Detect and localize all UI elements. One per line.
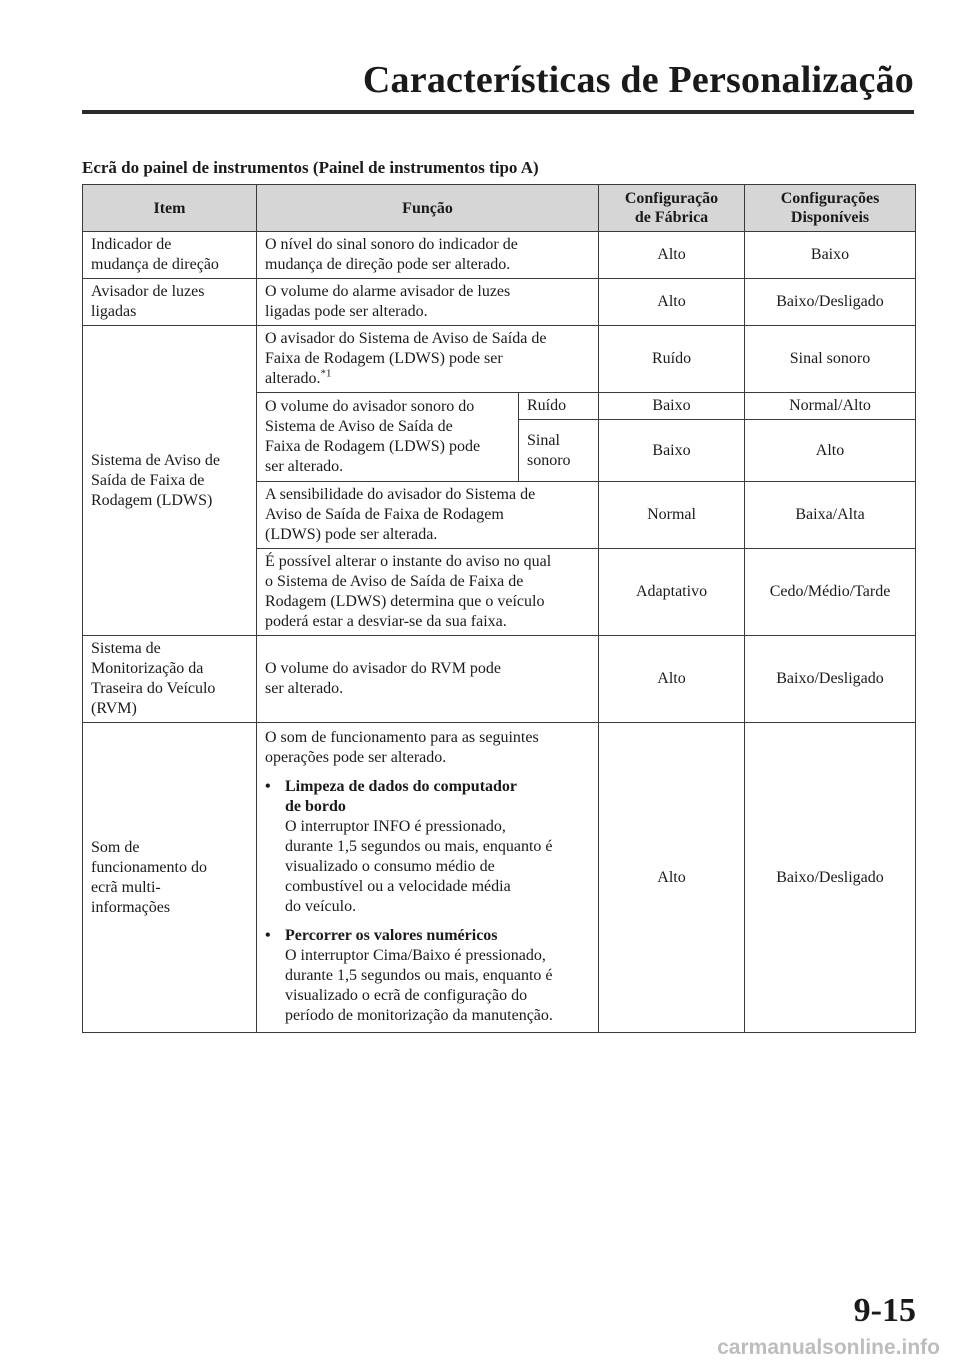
bullet-line: período de monitorização da manutenção. xyxy=(285,1007,553,1024)
funcao-line: ser alterado. xyxy=(265,680,344,697)
item-line: ligadas xyxy=(91,303,137,320)
bullet-line: visualizado o ecrã de configuração do xyxy=(285,987,528,1004)
sub-option-line: sonoro xyxy=(527,451,571,469)
funcao-line: alterado. xyxy=(265,370,321,387)
funcao-line: Faixa de Rodagem (LDWS) pode ser xyxy=(265,350,503,367)
table-row xyxy=(83,279,916,326)
funcao-line: poderá estar a desviar-se da sua faixa. xyxy=(265,613,507,630)
funcao-line: mudança de direção pode ser alterado. xyxy=(265,256,511,273)
bullet-dot: • xyxy=(265,778,271,795)
item-cell xyxy=(83,232,257,279)
table-row xyxy=(83,636,916,723)
funcao-line: O volume do avisador do RVM pode xyxy=(265,660,502,677)
section-title: Ecrã do painel de instrumentos (Painel de instrumentos tipo A) xyxy=(82,158,539,177)
page-header-title: Características de Personalização xyxy=(362,59,914,101)
bullet-item xyxy=(265,777,590,917)
factory-value: Alto xyxy=(599,636,745,723)
available-value: Normal/Alto xyxy=(745,393,916,420)
header-item: Item xyxy=(83,185,257,232)
funcao-cell xyxy=(257,326,599,393)
funcao-line: ligadas pode ser alterado. xyxy=(265,303,428,320)
funcao-line: O avisador do Sistema de Aviso de Saída de xyxy=(265,330,547,347)
funcao-cell xyxy=(257,482,599,549)
factory-value: Baixo xyxy=(599,420,745,482)
item-line: Avisador de luzes xyxy=(91,283,205,300)
available-value: Baixo xyxy=(745,232,916,279)
footnote-marker: *1 xyxy=(320,367,332,380)
item-cell xyxy=(83,636,257,723)
available-value: Alto xyxy=(745,420,916,482)
funcao-cell xyxy=(257,723,599,1033)
header-factory xyxy=(599,185,745,232)
funcao-line: Aviso de Saída de Faixa de Rodagem xyxy=(265,506,504,523)
funcao-line: O volume do avisador sonoro do xyxy=(265,398,475,415)
factory-value: Normal xyxy=(599,482,745,549)
item-cell-ldws xyxy=(83,326,257,636)
table-row xyxy=(83,723,916,1033)
bullet-text xyxy=(285,926,553,1026)
table-row xyxy=(83,326,916,393)
header-factory-line: Configuração xyxy=(624,190,719,207)
funcao-line: O nível do sinal sonoro do indicador de xyxy=(265,236,518,253)
factory-value: Baixo xyxy=(599,393,745,420)
available-value: Baixo/Desligado xyxy=(745,636,916,723)
funcao-line: É possível alterar o instante do aviso no qual xyxy=(265,553,552,570)
available-value: Baixo/Desligado xyxy=(745,279,916,326)
bullet-line: visualizado o consumo médio de xyxy=(285,858,495,875)
funcao-cell xyxy=(257,549,599,636)
table-header-row xyxy=(83,185,916,232)
bullet-title-line: Limpeza de dados do computador xyxy=(285,778,518,795)
factory-value: Alto xyxy=(599,232,745,279)
funcao-cell xyxy=(257,232,599,279)
factory-value: Alto xyxy=(599,279,745,326)
item-line: funcionamento do xyxy=(91,858,207,876)
bullet-line: O interruptor INFO é pressionado, xyxy=(285,818,506,835)
bullet-title-line: de bordo xyxy=(285,798,346,815)
item-line: Saída de Faixa de xyxy=(91,471,205,489)
sub-option-line: Sinal xyxy=(527,431,560,449)
bullet-line: do veículo. xyxy=(285,898,357,915)
item-line: Sistema de xyxy=(91,640,161,657)
funcao-line: A sensibilidade do avisador do Sistema de xyxy=(265,486,536,503)
settings-table xyxy=(82,184,916,1033)
available-value: Sinal sonoro xyxy=(745,326,916,393)
bullet-line: O interruptor Cima/Baixo é pressionado, xyxy=(285,947,546,964)
watermark-text: carmanualsonline.info xyxy=(717,1336,940,1359)
header-funcao: Função xyxy=(257,185,599,232)
available-value: Baixa/Alta xyxy=(745,482,916,549)
bullet-line: combustível ou a velocidade média xyxy=(285,878,511,895)
table-row xyxy=(83,232,916,279)
funcao-line: O volume do alarme avisador de luzes xyxy=(265,283,511,300)
funcao-line: ser alterado. xyxy=(265,458,344,475)
bullet-line: durante 1,5 segundos ou mais, enquanto é xyxy=(285,967,553,984)
available-value: Cedo/Médio/Tarde xyxy=(745,549,916,636)
item-line: Rodagem (LDWS) xyxy=(91,491,213,509)
funcao-cell xyxy=(257,393,519,482)
item-line: Indicador de xyxy=(91,236,172,253)
header-available-line: Disponíveis xyxy=(790,209,870,226)
bullet-line: durante 1,5 segundos ou mais, enquanto é xyxy=(285,838,553,855)
item-line: (RVM) xyxy=(91,700,137,717)
funcao-line: O som de funcionamento para as seguintes xyxy=(265,729,539,746)
header-available xyxy=(745,185,916,232)
bullet-title-line: Percorrer os valores numéricos xyxy=(285,927,498,944)
header-factory-line: de Fábrica xyxy=(634,209,709,226)
item-line: Monitorização da xyxy=(91,660,204,677)
bullet-dot: • xyxy=(265,927,271,944)
item-line: Traseira do Veículo xyxy=(91,680,216,697)
factory-value: Adaptativo xyxy=(599,549,745,636)
funcao-line: (LDWS) pode ser alterada. xyxy=(265,526,438,543)
item-line: Sistema de Aviso de xyxy=(91,451,221,469)
sub-option-label xyxy=(519,420,599,482)
header-available-line: Configurações xyxy=(780,190,880,207)
header-rule xyxy=(82,110,914,114)
item-cell xyxy=(83,723,257,1033)
bullet-item xyxy=(265,926,590,1026)
page-number: 9-15 xyxy=(853,1292,916,1329)
funcao-line: operações pode ser alterado. xyxy=(265,749,447,766)
available-value: Baixo/Desligado xyxy=(745,723,916,1033)
item-cell xyxy=(83,279,257,326)
item-line: ecrã multi- xyxy=(91,878,161,896)
funcao-line: Faixa de Rodagem (LDWS) pode xyxy=(265,438,481,455)
funcao-line: Rodagem (LDWS) determina que o veículo xyxy=(265,593,545,610)
item-line: Som de xyxy=(91,838,140,856)
funcao-cell xyxy=(257,636,599,723)
item-line: informações xyxy=(91,898,171,916)
item-line: mudança de direção xyxy=(91,256,219,273)
funcao-line: o Sistema de Aviso de Saída de Faixa de xyxy=(265,573,524,590)
sub-option-label: Ruído xyxy=(519,393,599,420)
funcao-line: Sistema de Aviso de Saída de xyxy=(265,418,453,435)
funcao-intro xyxy=(265,728,590,768)
factory-value: Alto xyxy=(599,723,745,1033)
bullet-text xyxy=(285,777,553,917)
funcao-cell xyxy=(257,279,599,326)
factory-value: Ruído xyxy=(599,326,745,393)
